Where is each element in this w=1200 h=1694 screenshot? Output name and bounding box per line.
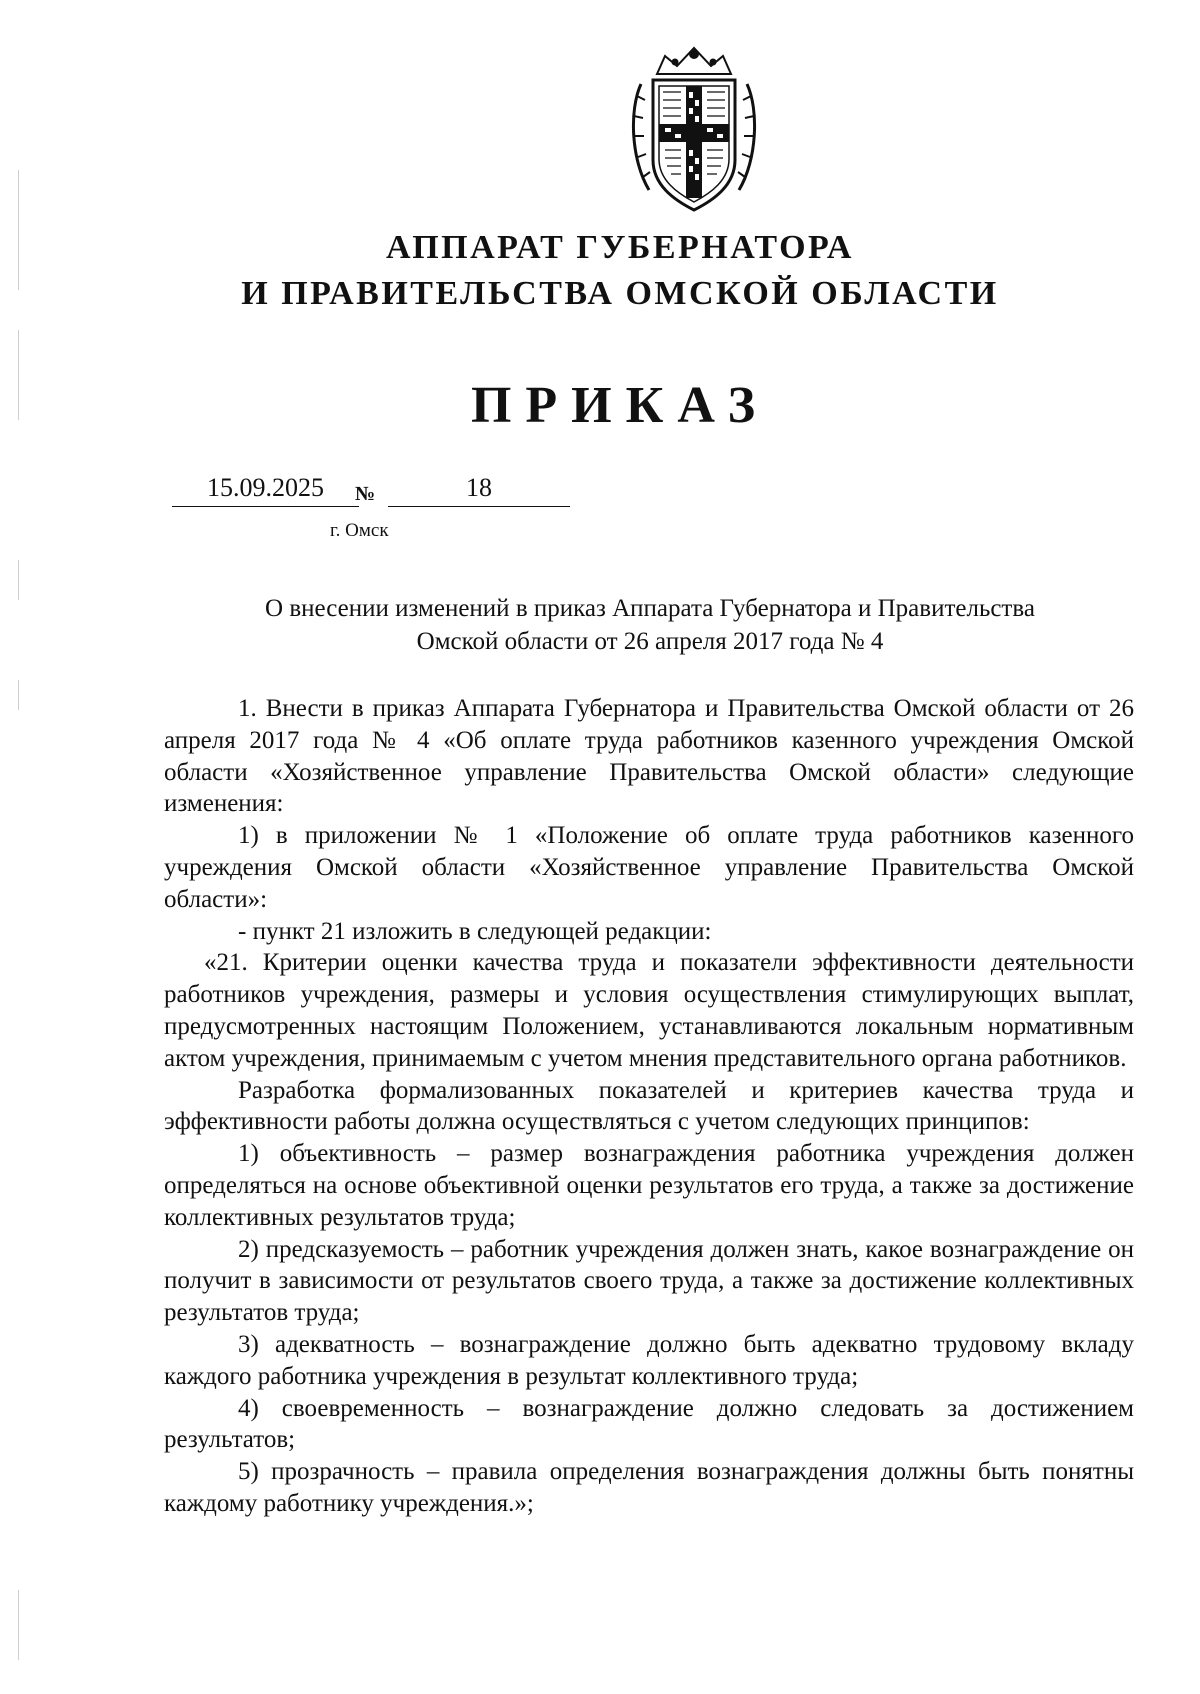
organization-name-line2: И ПРАВИТЕЛЬСТВА ОМСКОЙ ОБЛАСТИ	[241, 275, 999, 312]
body-paragraph: 1) объективность – размер вознаграждения работника учреждения должен определяться на основе объективной оценки результатов его труда, а также за достижение коллективных результатов труда;	[164, 1140, 1134, 1231]
document-number: 18	[388, 470, 570, 507]
scan-edge-mark	[18, 680, 19, 710]
body-paragraph: 5) прозрачность – правила определения вознаграждения должны быть понятны каждому работнику учреждения.»;	[164, 1458, 1134, 1517]
document-city: г. Омск	[330, 520, 389, 541]
title-line: Омской области от 26 апреля 2017 года № 4	[416, 628, 884, 655]
organization-name-line1: АППАРАТ ГУБЕРНАТОРА	[386, 229, 854, 266]
body-paragraph: «21. Критерии оценки качества труда и показатели эффективности деятельности работников учреждения, размеры и условия осуществления стимулирующих выплат, предусмотренных настоящим Положением, устанавливаются локальным нормативным актом учреждения, принимаемым с учетом мнения представительного органа работников.	[164, 949, 1134, 1072]
body-paragraph: 3) адекватность – вознаграждение должно быть адекватно трудовому вкладу каждого работника учреждения в результат коллективного труда;	[164, 1330, 1134, 1390]
document-title	[180, 592, 1120, 658]
scan-edge-mark	[18, 1590, 19, 1660]
number-sign: №	[355, 483, 376, 505]
scan-edge-mark	[18, 170, 19, 290]
body-paragraph: 4) своевременность – вознаграждение должно следовать за достижением результатов;	[164, 1394, 1134, 1454]
body-paragraph: - пункт 21 изложить в следующей редакции:	[238, 917, 712, 945]
document-body	[164, 693, 1134, 1520]
document-type-heading: ПРИКАЗ	[470, 377, 770, 434]
document-date: 15.09.2025	[172, 470, 359, 507]
body-paragraph: 1. Внести в приказ Аппарата Губернатора и Правительства Омской области от 26 апреля 2017 года № 4 «Об оплате труда работников казенного учреждения Омской области «Хозяйственное управление Правительства Омской области» следующие изменения:	[164, 695, 1134, 818]
body-paragraph: Разработка формализованных показателей и критериев качества труда и эффективности работы должна осуществляться с учетом следующих принципов:	[164, 1076, 1134, 1136]
title-line: О внесении изменений в приказ Аппарата Губернатора и Правительства	[265, 595, 1035, 622]
scan-edge-mark	[18, 560, 19, 600]
scan-edge-mark	[18, 330, 19, 420]
body-paragraph: 2) предсказуемость – работник учреждения должен знать, какое вознаграждение он получит в зависимости от результатов своего труда, а также за достижение коллективных результатов труда;	[164, 1235, 1134, 1327]
body-paragraph: 1) в приложении № 1 «Положение об оплате труда работников казенного учреждения Омской области «Хозяйственное управление Правительства Омской области»:	[164, 822, 1134, 913]
coat-of-arms-icon	[619, 40, 769, 220]
